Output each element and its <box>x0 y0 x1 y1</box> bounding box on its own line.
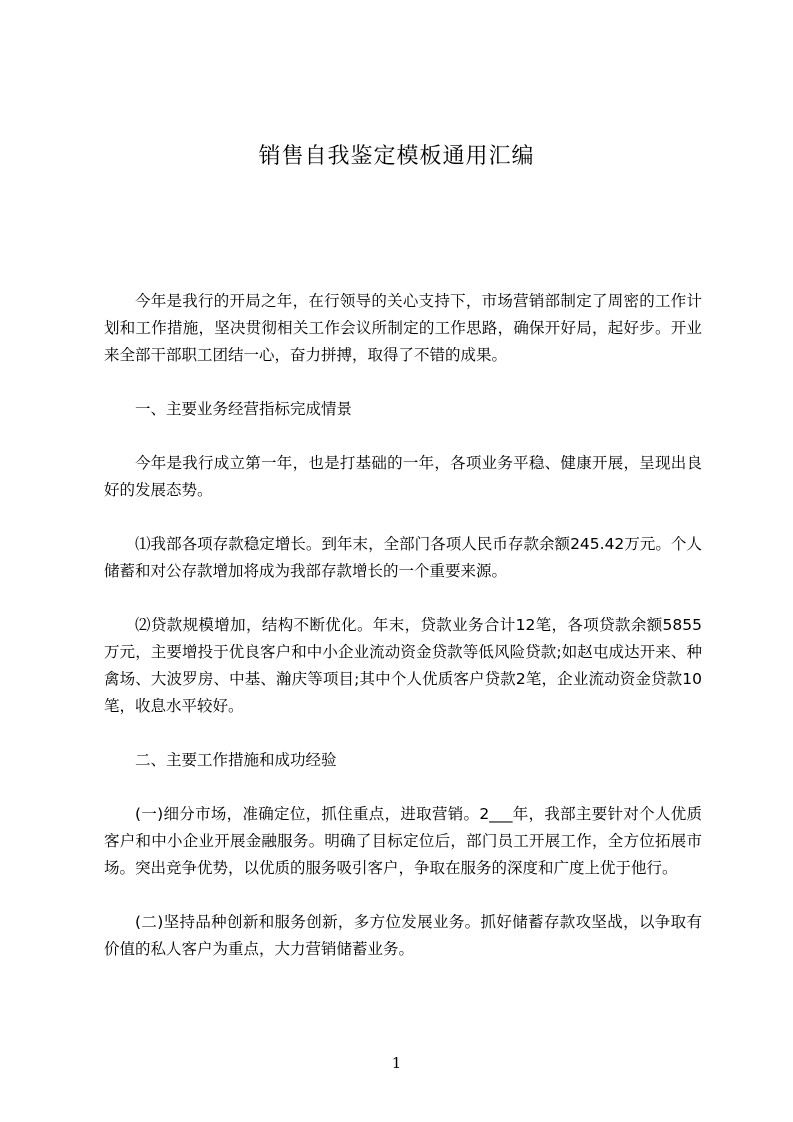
paragraph-intro: 今年是我行的开局之年，在行领导的关心支持下，市场营销部制定了周密的工作计划和工作措施，坚决贯彻相关工作会议所制定的工作思路，确保开好局，起好步。开业来全部干部职工团结一心，奋力拼搏，取得了不错的成果。 <box>104 292 702 364</box>
paragraph-deposits: ⑴我部各项存款稳定增长。到年末，全部门各项人民币存款余额245.42万元。个人储蓄和对公存款增加将成为我部存款增长的一个重要来源。 <box>104 535 702 580</box>
page-number: 1 <box>391 1054 402 1072</box>
section-heading-1: 一、主要业务经营指标完成情景 <box>135 400 353 418</box>
paragraph-market-segmentation: (一)细分市场，准确定位，抓住重点，进取营销。2___年，我部主要针对个人优质客户和中小企业开展金融服务。明确了目标定位后，部门员工开展工作，全方位拓展市场。突出竞争优势，以优质的服务吸引客户，争取在服务的深度和广度上优于他行。 <box>104 805 702 877</box>
paragraph-innovation: (二)坚持品种创新和服务创新，多方位发展业务。抓好储蓄存款攻坚战，以争取有价值的私人客户为重点，大力营销储蓄业务。 <box>104 913 702 958</box>
document-title: 销售自我鉴定模板通用汇编 <box>258 144 535 169</box>
paragraph-loans: ⑵贷款规模增加，结构不断优化。年末，贷款业务合计12笔，各项贷款余额5855万元，主要增投于优良客户和中小企业流动资金贷款等低风险贷款;如赵屯成达开来、种禽场、大波罗房、中基、瀚庆等项目;其中个人优质客户贷款2笔，企业流动资金贷款10笔，收息水平较好。 <box>104 616 702 715</box>
document-body <box>104 288 702 990</box>
section-heading-2: 二、主要工作措施和成功经验 <box>135 751 337 769</box>
paragraph-overview: 今年是我行成立第一年，也是打基础的一年，各项业务平稳、健康开展，呈现出良好的发展态势。 <box>104 454 702 499</box>
